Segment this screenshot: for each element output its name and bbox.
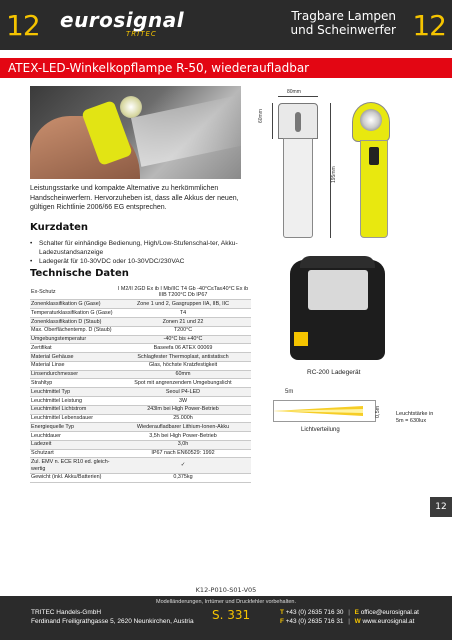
- catalog-page: S. 331: [212, 608, 251, 622]
- spec-value: 0,375kg: [115, 473, 251, 482]
- category-title: [291, 9, 396, 37]
- spec-value: Schlagfester Thermoplast, antistatisch: [115, 353, 251, 362]
- product-title: ATEX-LED-Winkelkopflampe R-50, wiederaufladbar: [8, 61, 310, 75]
- spec-value: I M2/II 2GD Ex ib I Mb/IIC T4 Gb -40°C≤Ta≤40°C Ex ib IIIB T200°C Db IP67: [115, 285, 251, 300]
- spec-key: Linsendurchmesser: [30, 370, 115, 379]
- charger-label: [308, 270, 368, 310]
- table-row: [30, 370, 251, 379]
- table-row: [30, 423, 251, 432]
- web-label: W: [354, 618, 361, 625]
- spec-value: ✓: [115, 458, 251, 473]
- spec-value: 3,0h: [115, 440, 251, 449]
- spec-value: 60mm: [115, 370, 251, 379]
- charger-caption: RC-200 Ladegerät: [307, 369, 361, 376]
- width-dimension-line: [278, 96, 318, 97]
- spot-diameter-label: 0,5m: [375, 405, 381, 418]
- intensity-line-1: Leuchtstärke in: [396, 411, 434, 417]
- table-row: [30, 396, 251, 405]
- spec-value: T200°C: [115, 326, 251, 335]
- table-row: [30, 344, 251, 353]
- head-dimension-line: [272, 103, 273, 139]
- table-row: [30, 300, 251, 309]
- category-line-2: und Scheinwerfer: [290, 23, 396, 37]
- distance-label: 5m: [285, 389, 294, 395]
- disclaimer: Modelländerungen, Irrtümer und Druckfehler vorbehalten.: [155, 599, 297, 605]
- table-row: [30, 440, 251, 449]
- kurzdaten-heading: Kurzdaten: [30, 222, 89, 233]
- lamp-side-view-head: [278, 103, 318, 139]
- spec-key: Strahltyp: [30, 379, 115, 388]
- spec-key: Zonenklassifikation G (Gase): [30, 300, 115, 309]
- spec-key: Zul. EMV n. ECE R10 ed. gleich-wertig: [30, 458, 115, 473]
- spec-value: Spot mit angrenzendem Umgebungslicht: [115, 379, 251, 388]
- spec-value: 243lm bei High Power-Betrieb: [115, 405, 251, 414]
- spec-key: Leuchtmittel Lichtstrom: [30, 405, 115, 414]
- photo-lens: [120, 96, 142, 118]
- spec-key: Energiequelle Typ: [30, 423, 115, 432]
- table-row: [30, 353, 251, 362]
- spec-value: Seoul P4-LED: [115, 388, 251, 397]
- table-row: [30, 285, 251, 300]
- spec-value: Baseefa 06 ATEX 00069: [115, 344, 251, 353]
- page-tab: 12: [430, 497, 452, 517]
- luminous-intensity-note: [396, 411, 433, 425]
- email-link[interactable]: office@eurosignal.at: [360, 609, 419, 616]
- photo-light-beam: [131, 95, 241, 167]
- spec-value: -40°C bis +40°C: [115, 335, 251, 344]
- page-number-left: 12: [6, 9, 40, 42]
- spec-key: Umgebungstemperatur: [30, 335, 115, 344]
- separator: |: [348, 618, 350, 625]
- page-footer: [0, 596, 452, 640]
- fax-label: F: [280, 618, 284, 625]
- contact-block: [280, 608, 419, 626]
- lamp-front-view-head: [352, 102, 390, 142]
- head-dimension: 60mm: [258, 109, 264, 123]
- kurzdaten-list: [30, 239, 250, 266]
- spec-key: Material Gehäuse: [30, 353, 115, 362]
- light-cone: [273, 405, 363, 417]
- spec-key: Zertifikat: [30, 344, 115, 353]
- separator: |: [348, 609, 350, 616]
- spec-key: Ex-Schutz: [30, 285, 115, 300]
- brand-sub: TRITEC: [126, 30, 157, 38]
- intensity-line-2: 5m = 630lux: [396, 418, 427, 424]
- lamp-lens: [360, 109, 382, 131]
- height-dimension: 195mm: [331, 166, 337, 183]
- spec-value: T4: [115, 309, 251, 318]
- charger-top: [300, 256, 375, 268]
- charger-badge: [294, 332, 308, 346]
- table-row: [30, 309, 251, 318]
- fax-number: +43 (0) 2635 716 31: [285, 618, 344, 625]
- belt-clip: [295, 112, 301, 132]
- company-address: Ferdinand Freiligrathgasse 5, 2620 Neunkirchen, Austria: [31, 618, 194, 625]
- table-row: [30, 388, 251, 397]
- spec-value: Wiederaufladbarer Lithium-Ionen-Akku: [115, 423, 251, 432]
- table-row: [30, 432, 251, 441]
- kurzdaten-item: • Schalter für einhändige Bedienung, High/Low-Stufenschal-ter, Akku-Ladezustandsanzeige: [30, 239, 250, 257]
- lamp-switch: [369, 147, 379, 165]
- width-dimension: 80mm: [287, 89, 301, 95]
- tech-data-body: [30, 285, 251, 482]
- spec-key: Gewicht (inkl. Akku/Batterien): [30, 473, 115, 482]
- spec-value: IP67 nach EN60529: 1992: [115, 449, 251, 458]
- tech-data-table: [30, 285, 251, 483]
- table-row: [30, 379, 251, 388]
- light-distribution-caption: Lichtverteilung: [301, 427, 340, 433]
- spec-key: Ladezeit: [30, 440, 115, 449]
- phone-number: +43 (0) 2635 716 30: [285, 609, 344, 616]
- spec-key: Leuchtdauer: [30, 432, 115, 441]
- item-code: K12-P010-S01-V05: [195, 586, 257, 594]
- spec-key: Leuchtmittel Lebensdauer: [30, 414, 115, 423]
- tech-data-heading: Technische Daten: [30, 268, 129, 279]
- spec-key: Temperaturklassifikation G (Gase): [30, 309, 115, 318]
- page-number-right: 12: [412, 9, 446, 42]
- table-row: [30, 458, 251, 473]
- spec-value: 3,5h bei High Power-Betrieb: [115, 432, 251, 441]
- charger-image: [290, 260, 385, 360]
- email-label: E: [354, 609, 359, 616]
- spec-key: Schutzart: [30, 449, 115, 458]
- lamp-front-view-body: [360, 140, 388, 238]
- table-row: [30, 405, 251, 414]
- table-row: [30, 326, 251, 335]
- spec-value: 3W: [115, 396, 251, 405]
- table-row: [30, 449, 251, 458]
- kurzdaten-item: • Ladegerät für 10-30VDC oder 10-30VDC/230VAC: [30, 257, 250, 266]
- table-row: [30, 361, 251, 370]
- spec-value: Glas, höchste Kratzfestigkeit: [115, 361, 251, 370]
- product-title-bar: [0, 58, 452, 78]
- product-photo: [30, 86, 241, 179]
- spec-key: Zonenklassifikation D (Staub): [30, 317, 115, 326]
- category-line-1: Tragbare Lampen: [291, 9, 396, 23]
- company-block: [31, 608, 194, 626]
- table-row: [30, 317, 251, 326]
- table-row: [30, 473, 251, 482]
- company-name: TRITEC Handels-GmbH: [31, 609, 102, 616]
- spec-key: Material Linse: [30, 361, 115, 370]
- spec-value: Zonen 21 und 22: [115, 317, 251, 326]
- spec-value: Zone 1 und 2, Gasgruppen IIA, IIB, IIC: [115, 300, 251, 309]
- brand-logo: eurosignal: [60, 8, 185, 32]
- phone-label: T: [280, 609, 284, 616]
- spec-key: Max. Oberflächentemp. D (Staub): [30, 326, 115, 335]
- spec-key: Leuchtmittel Leistung: [30, 396, 115, 405]
- table-row: [30, 335, 251, 344]
- table-row: [30, 414, 251, 423]
- spec-key: Leuchtmittel Typ: [30, 388, 115, 397]
- website-link[interactable]: www.eurosignal.at: [362, 618, 415, 625]
- spec-value: 25.000h: [115, 414, 251, 423]
- lamp-side-view-body: [283, 138, 313, 238]
- page-header: [0, 0, 452, 50]
- product-description: Leistungsstarke und kompakte Alternative zu herkömmlichen Handscheinwerfern. Hervorzuheben ist, dass alle Akkus der neuen, gültigen Richtlinie 2006/66 EG entsprechen.: [30, 185, 239, 211]
